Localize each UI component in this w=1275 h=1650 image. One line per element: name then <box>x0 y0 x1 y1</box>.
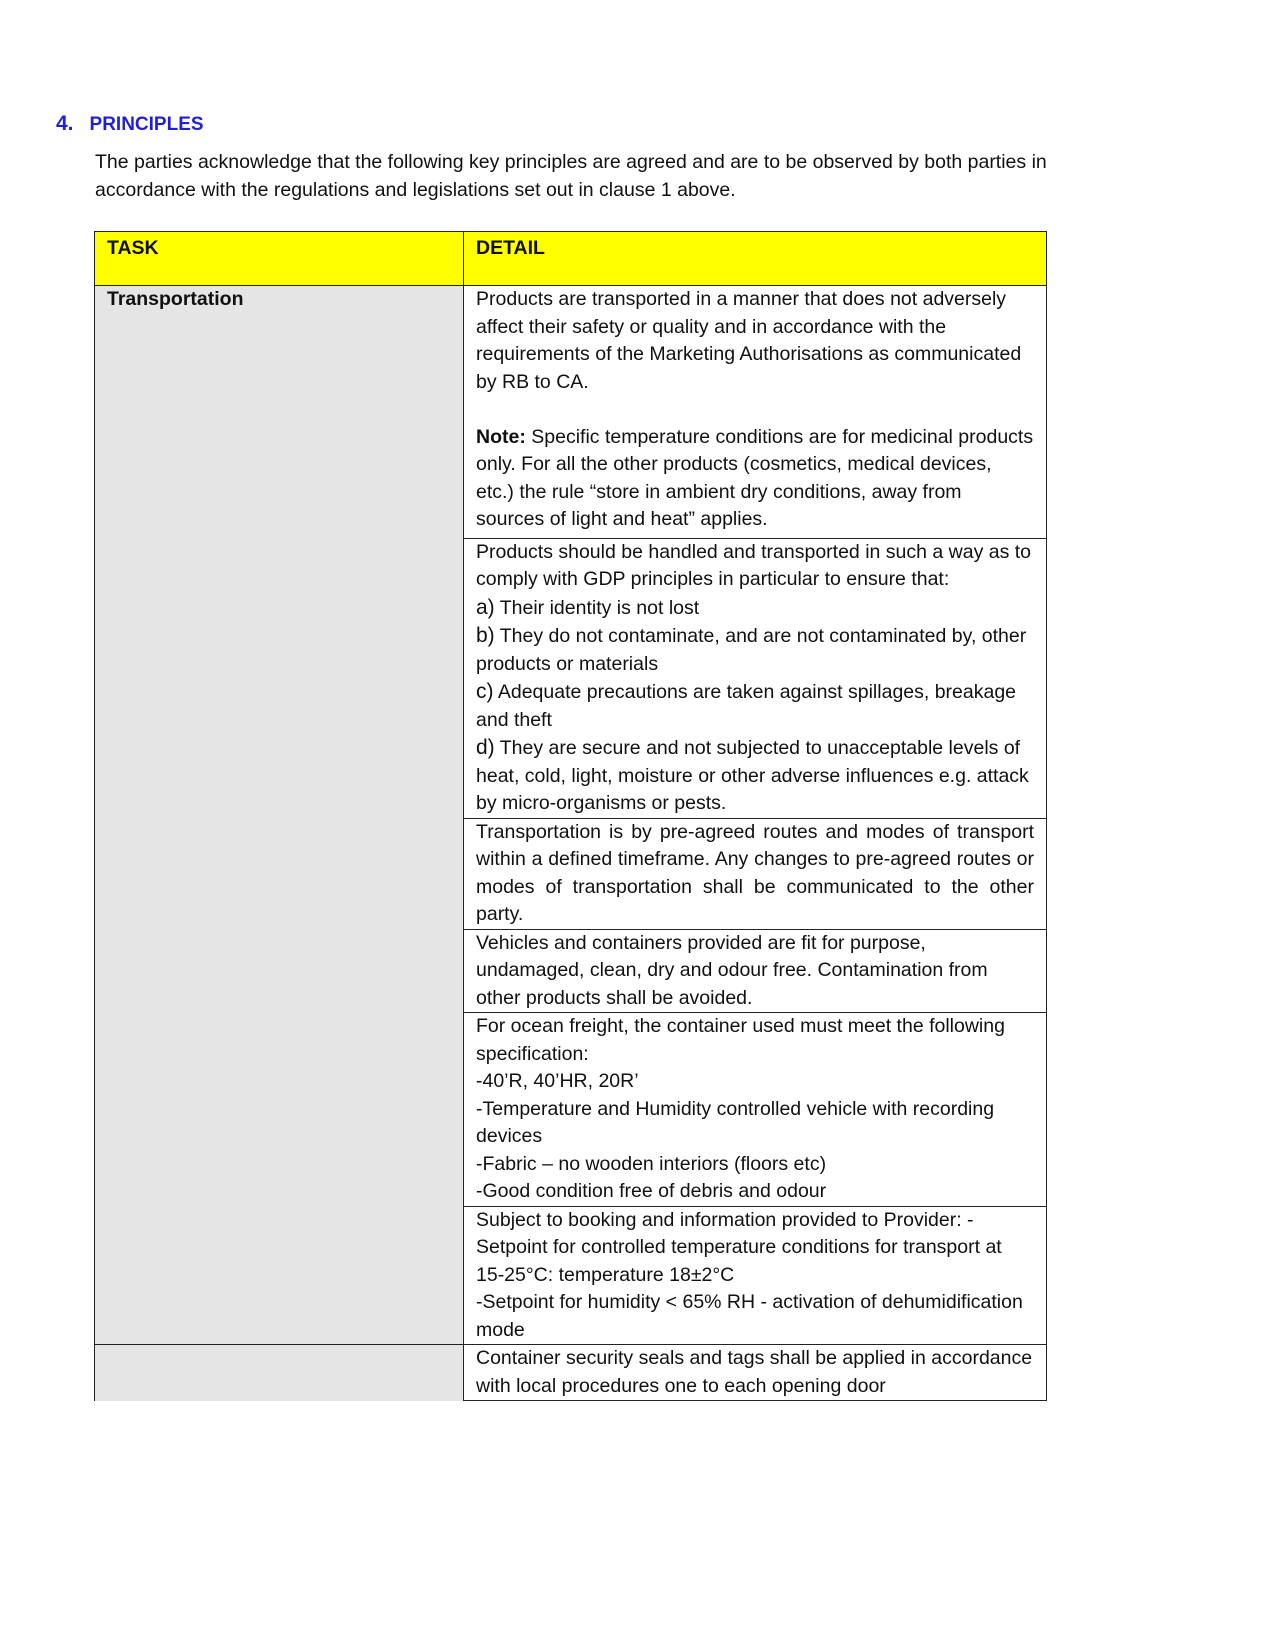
detail-note <box>476 424 1034 534</box>
detail-column-header: DETAIL <box>464 232 1047 286</box>
list-item <box>476 678 1034 734</box>
note-label: Note: <box>476 425 526 448</box>
list-item <box>476 622 1034 678</box>
list-item <box>476 594 1034 623</box>
detail-line: -Temperature and Humidity controlled vehicle with recording devices <box>476 1097 995 1147</box>
detail-line: -Setpoint for humidity < 65% RH - activation of dehumidification mode <box>476 1291 1023 1341</box>
note-text: Specific temperature conditions are for medicinal products only. For all the other products (cosmetics, medical devices, etc.) the rule “store in ambient dry conditions, away from sources of light and heat” applies. <box>476 425 1034 530</box>
detail-cell <box>464 286 1047 539</box>
detail-cell <box>464 1013 1047 1207</box>
detail-paragraph: Container security seals and tags shall be applied in accordance with local procedures one to each opening door <box>476 1347 1033 1397</box>
list-item-text: They do not contaminate, and are not contaminated by, other products or materials <box>476 625 1027 675</box>
table-row <box>95 286 1047 539</box>
task-column-header: TASK <box>95 232 464 286</box>
table-row <box>95 1345 1047 1401</box>
section-heading <box>56 112 204 136</box>
detail-line: Subject to booking and information provided to Provider: - Setpoint for controlled temperature conditions for transport at 15-25°C: temperature 18±2°C <box>476 1208 1002 1286</box>
list-item-letter: d) <box>476 736 495 759</box>
detail-line: -Fabric – no wooden interiors (floors etc) <box>476 1152 827 1175</box>
list-item-text: They are secure and not subjected to unacceptable levels of heat, cold, light, moisture or other adverse influences e.g. attack by micro-organisms or pests. <box>476 737 1029 814</box>
table-header-row <box>95 232 1047 286</box>
detail-paragraph: Transportation is by pre-agreed routes and modes of transport within a defined timeframe. Any changes to pre-agreed routes or modes of transportation shall be communicated to the other party. <box>476 820 1034 925</box>
section-intro <box>95 148 1175 204</box>
section-title: PRINCIPLES <box>89 114 204 135</box>
task-cell-empty <box>95 1345 464 1401</box>
principles-table <box>94 231 1047 1401</box>
detail-paragraph: Vehicles and containers provided are fit for purpose, undamaged, clean, dry and odour free. Contamination from other products shall be avoided. <box>476 931 988 1009</box>
section-intro-line-1: The parties acknowledge that the following key principles are agreed and are to be observed by both parties in <box>95 151 1047 173</box>
section-number: 4. <box>56 112 74 135</box>
detail-paragraph: Products should be handled and transported in such a way as to comply with GDP principles in particular to ensure that: <box>476 540 1032 590</box>
detail-cell <box>464 1206 1047 1345</box>
list-item-letter: c) <box>476 680 494 703</box>
list-item-letter: b) <box>476 624 495 647</box>
detail-cell <box>464 1345 1047 1401</box>
detail-cell <box>464 929 1047 1013</box>
detail-line: -40’R, 40’HR, 20R’ <box>476 1070 639 1092</box>
list-item <box>476 734 1034 818</box>
detail-cell <box>464 538 1047 818</box>
detail-line: For ocean freight, the container used must meet the following specification: <box>476 1015 1005 1065</box>
list-item-text: Their identity is not lost <box>494 596 700 619</box>
list-item-letter: a) <box>476 595 495 619</box>
detail-paragraph: Products are transported in a manner that does not adversely affect their safety or quality and in accordance with the requirements of the Marketing Authorisations as communicated by RB to CA. <box>476 288 1022 393</box>
task-label: Transportation <box>107 288 244 310</box>
section-intro-line-2: accordance with the regulations and legislations set out in clause 1 above. <box>95 179 736 201</box>
detail-line: -Good condition free of debris and odour <box>476 1180 827 1202</box>
detail-cell <box>464 818 1047 929</box>
list-item-text: Adequate precautions are taken against spillages, breakage and theft <box>476 681 1017 731</box>
task-cell-transportation <box>95 286 464 1345</box>
